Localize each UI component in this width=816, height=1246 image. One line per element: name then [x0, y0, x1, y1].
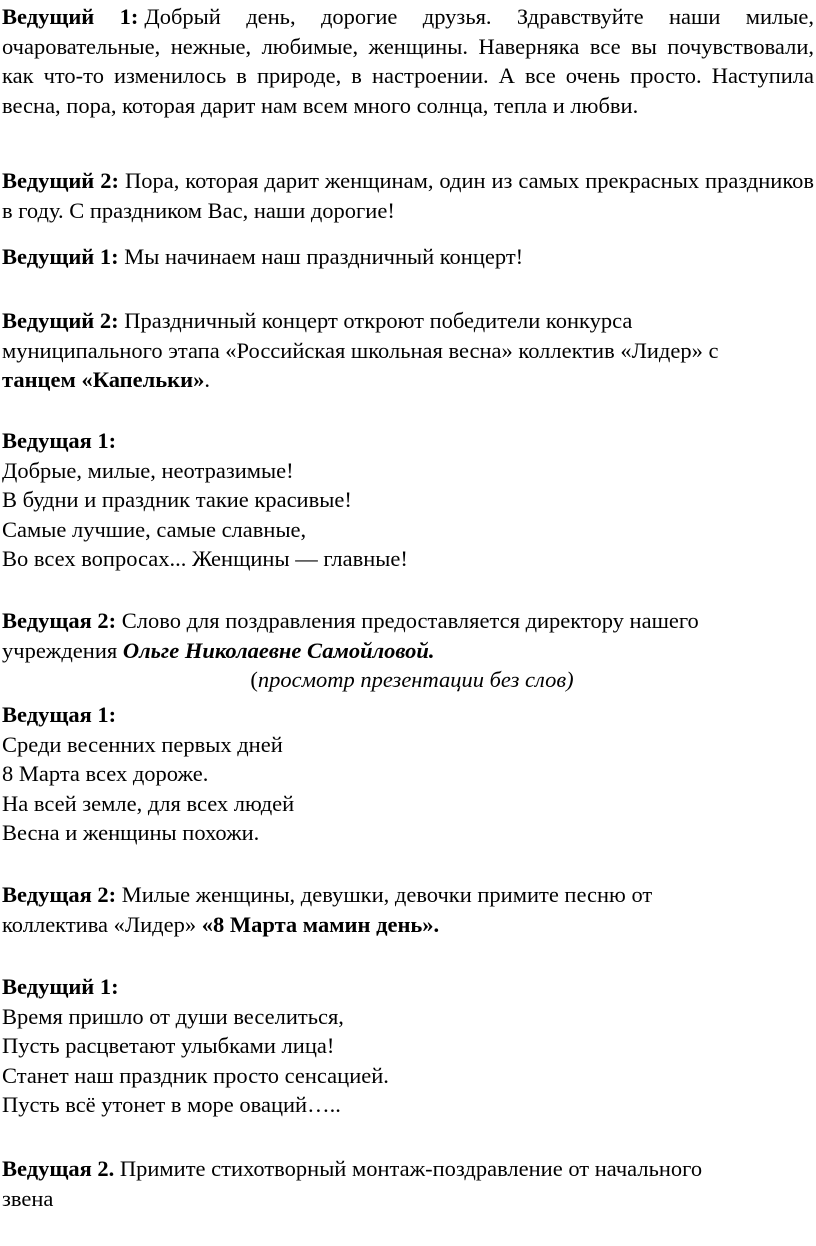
punctuation: . — [204, 367, 210, 392]
verse-line: В будни и праздник такие красивые! — [2, 487, 352, 512]
speaker-label: Ведущая 2: — [2, 608, 117, 633]
speaker-label: Ведущая 1: — [2, 702, 117, 727]
paragraph-host2-montage — [2, 1154, 814, 1213]
verse-line: Станет наш праздник просто сенсацией. — [2, 1062, 389, 1088]
verse-line: Весна и женщины похожи. — [2, 820, 260, 845]
stage-note: просмотр презентации без слов) — [257, 667, 574, 692]
verse-line: Время пришло от души веселиться, — [2, 1003, 344, 1029]
speaker-label: Ведущая 2. — [2, 1156, 115, 1181]
speaker-label: Ведущий 2: — [2, 308, 119, 333]
song-title: «8 Марта мамин день». — [201, 911, 440, 937]
paragraph-text-line: звена — [2, 1185, 54, 1211]
paragraph-host1-concert-start — [2, 242, 814, 272]
verse-line: Во всех вопросах... Женщины — главные! — [2, 546, 408, 571]
paragraph-text-line: Примите стихотворный монтаж-поздравление от начального — [119, 1156, 703, 1181]
verse-line: Среди весенних первых дней — [2, 731, 283, 757]
verse-line: Пусть расцветают улыбками лица! — [2, 1033, 335, 1058]
speaker-label: Ведущий 2: — [2, 168, 119, 193]
paragraph-host2-dance-announcement — [2, 306, 814, 395]
verse-line: Добрые, милые, неотразимые! — [2, 457, 294, 483]
paragraph-text: Мы начинаем наш праздничный концерт! — [124, 244, 524, 269]
verse-host1-celebration — [2, 972, 814, 1120]
verse-host1-women — [2, 426, 814, 574]
speaker-label: Ведущий 1: — [2, 974, 119, 999]
verse-host1-march8 — [2, 700, 814, 848]
paragraph-host2-holiday — [2, 166, 814, 225]
verse-line: Пусть всё утонет в море оваций….. — [2, 1092, 341, 1117]
speaker-label: Ведущая 2: — [2, 882, 117, 907]
dance-title: танцем «Капельки» — [2, 367, 205, 392]
director-name: Ольге Николаевне Самойловой. — [122, 637, 435, 663]
stage-note-paren: ( — [250, 667, 258, 692]
paragraph-text: Пора, которая дарит женщинам, один из самых прекрасных праздников в году. С праздником Вас, наши дорогие! — [2, 168, 814, 223]
speaker-label: Ведущая 1: — [2, 428, 117, 453]
paragraph-host1-greeting — [2, 2, 814, 120]
speaker-label: Ведущий 1: — [2, 244, 119, 269]
paragraph-text: учреждения — [2, 637, 118, 663]
verse-line: 8 Марта всех дороже. — [2, 761, 209, 786]
paragraph-text-line: Слово для поздравления предоставляется директору нашего — [121, 608, 699, 633]
paragraph-text: коллектива «Лидер» — [2, 911, 197, 937]
paragraph-host2-song — [2, 880, 814, 939]
verse-line: Самые лучшие, самые славные, — [2, 516, 307, 542]
paragraph-text-line: Праздничный концерт откроют победители конкурса — [124, 308, 633, 333]
paragraph-text-line: Милые женщины, девушки, девочки примите песню от — [121, 882, 653, 907]
speaker-label: Ведущий 1: — [2, 4, 139, 29]
verse-line: На всей земле, для всех людей — [2, 790, 295, 816]
paragraph-host2-director — [2, 606, 814, 695]
paragraph-text-line: муниципального этапа «Российская школьная весна» коллектив «Лидер» с — [2, 337, 719, 363]
paragraph-text: Добрый день, дорогие друзья. Здравствуйте наши милые, очаровательные, нежные, любимые, женщины. Наверняка все вы почувствовали, как что-то изменилось в природе, в настроении. А все очень просто. Наступила весна, пора, которая дарит нам всем много солнца, тепла и любви. — [2, 4, 814, 118]
